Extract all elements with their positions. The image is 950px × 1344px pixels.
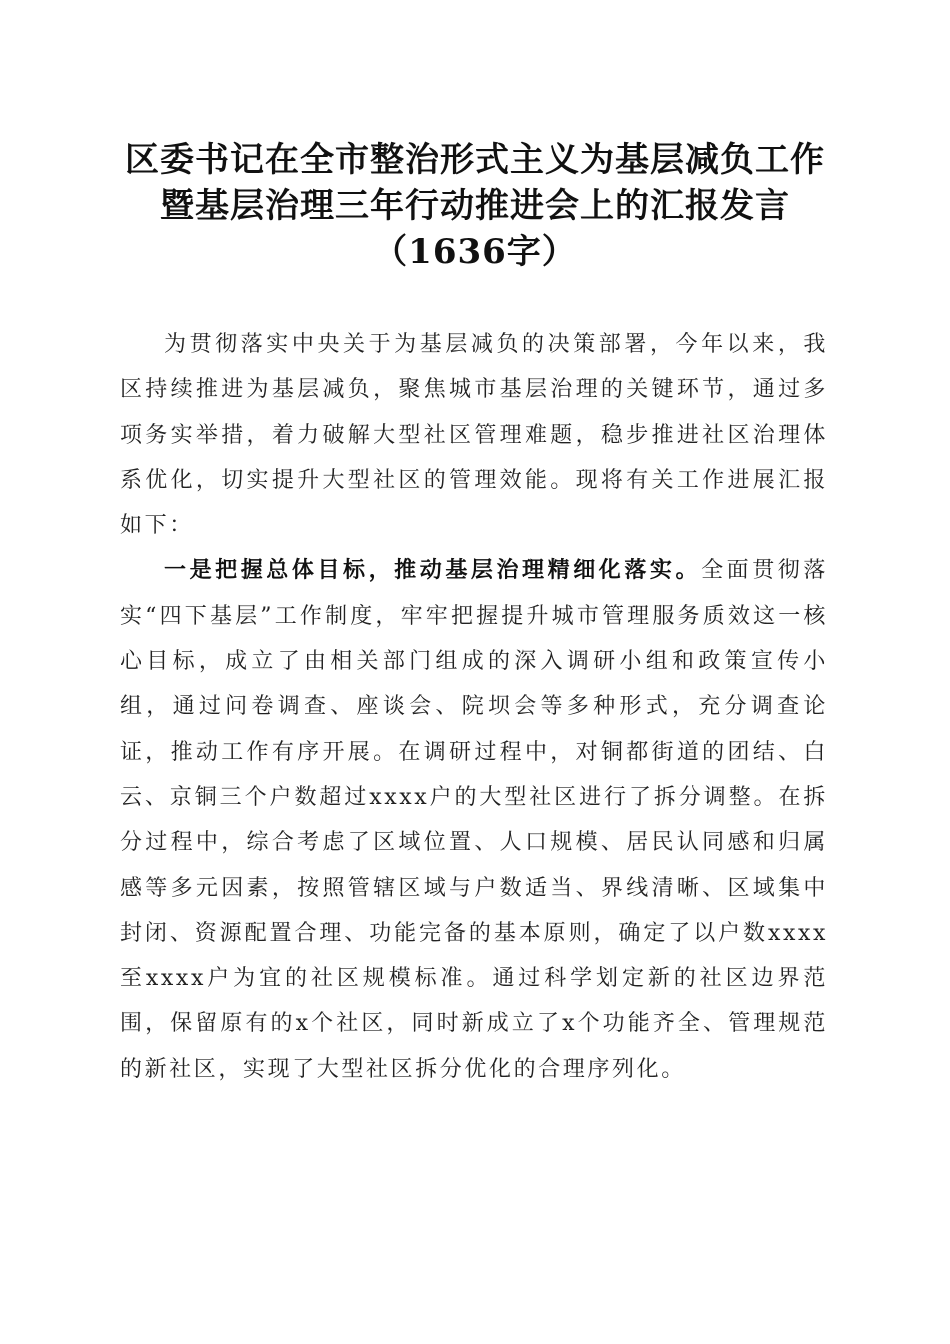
title-line-2: 暨基层治理三年行动推进会上的汇报发言 bbox=[160, 186, 790, 226]
title-word-count: （1636字） bbox=[373, 232, 577, 272]
paragraph-goal bbox=[120, 548, 828, 1092]
paragraph-goal-lead: 一是把握总体目标，推动基层治理精细化落实。 bbox=[164, 557, 702, 584]
title-line-1: 区委书记在全市整治形式主义为基层减负工作 bbox=[125, 140, 825, 180]
document-title bbox=[100, 137, 850, 275]
paragraph-goal-body: 全面贯彻落实“四下基层”工作制度，牢牢把握提升城市管理服务质效这一核心目标，成立了由相关部门组成的深入调研小组和政策宣传小组，通过问卷调查、座谈会、院坝会等多种形式，充分调查论证，推动工作有序开展。在调研过程中，对铜都街道的团结、白云、京铜三个户数超过xxxx户的大型社区进行了拆分调整。在拆分过程中，综合考虑了区域位置、人口规模、居民认同感和归属感等多元因素，按照管辖区域与户数适当、界线清晰、区域集中封闭、资源配置合理、功能完备的基本原则，确定了以户数xxxx至xxxx户为宜的社区规模标准。通过科学划定新的社区边界范围，保留原有的x个社区，同时新成立了x个功能齐全、管理规范的新社区，实现了大型社区拆分优化的合理序列化。 bbox=[120, 558, 828, 1082]
document-body bbox=[120, 322, 828, 1092]
paragraph-intro: 为贯彻落实中央关于为基层减负的决策部署，今年以来，我区持续推进为基层减负，聚焦城市基层治理的关键环节，通过多项务实举措，着力破解大型社区管理难题，稳步推进社区治理体系优化，切实提升大型社区的管理效能。现将有关工作进展汇报如下： bbox=[120, 332, 828, 539]
